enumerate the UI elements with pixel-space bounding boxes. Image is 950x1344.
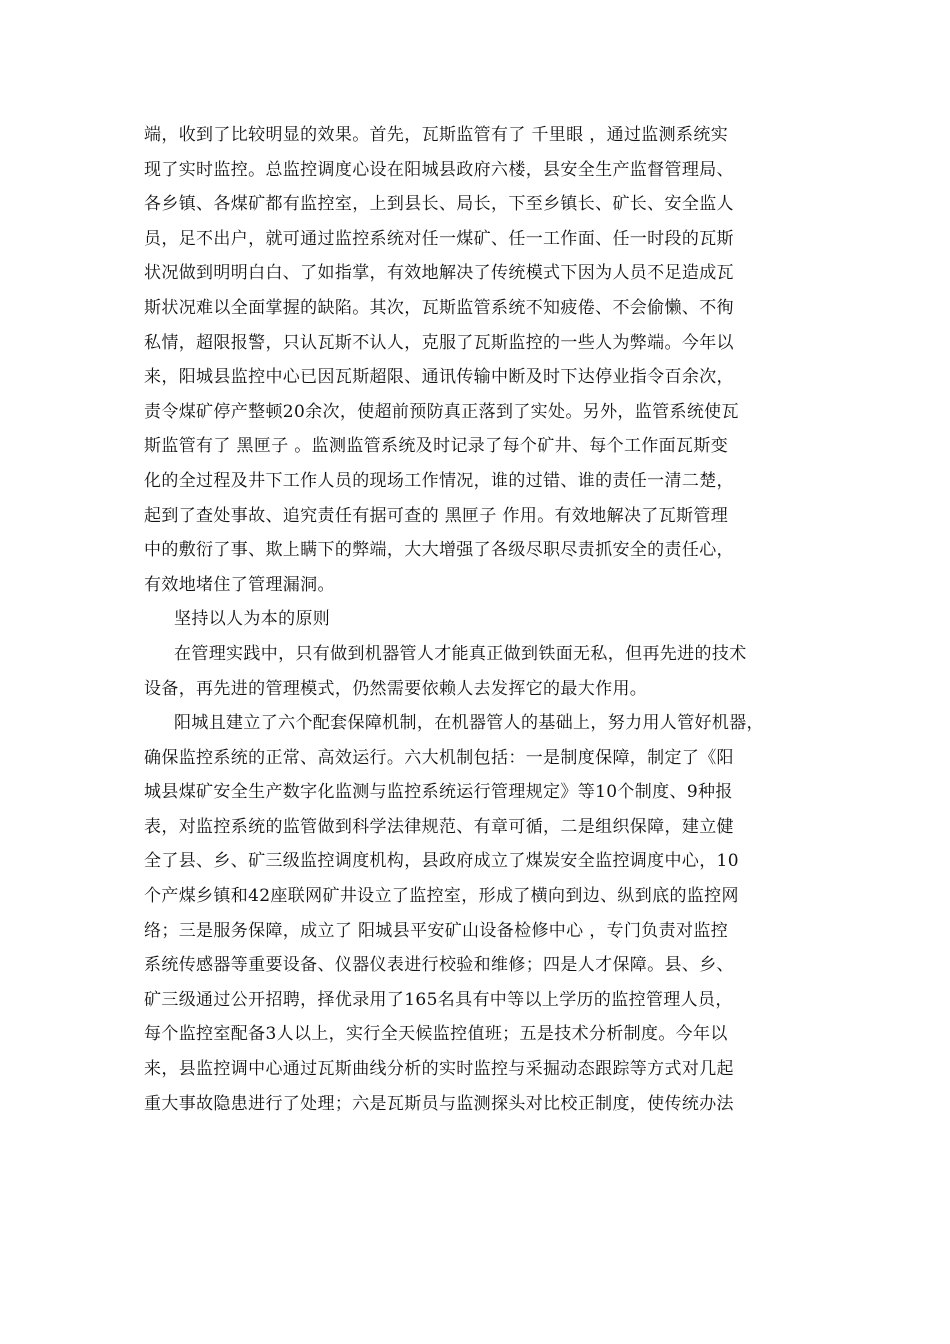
- body-line-14: 有效地堵住了管理漏洞。: [144, 574, 335, 595]
- section-heading: 坚持以人为本的原则: [174, 609, 331, 630]
- body-line-8: 来，阳城县监控中心已因瓦斯超限、通讯传输中断及时下达停业指令百余次，: [144, 367, 734, 388]
- body-line-16: 在管理实践中，只有做到机器管人才能真正做到铁面无私，但再先进的技术: [174, 643, 747, 664]
- body-line-23: 个产煤乡镇和42座联网矿井设立了监控室，形成了横向到边、纵到底的监控网: [144, 886, 739, 907]
- body-line-17: 设备，再先进的管理模式，仍然需要依赖人去发挥它的最大作用。: [144, 678, 648, 699]
- body-line-27: 每个监控室配备3人以上，实行全天候监控值班；五是技术分析制度。今年以: [144, 1024, 728, 1045]
- body-line-11: 化的全过程及井下工作人员的现场工作情况，谁的过错、谁的责任一清二楚，: [144, 470, 734, 491]
- document-body: [144, 118, 814, 1121]
- body-line-26: 矿三级通过公开招聘，择优录用了165名具有中等以上学历的监控管理人员，: [144, 989, 733, 1010]
- body-line-28: 来，县监控调中心通过瓦斯曲线分析的实时监控与采掘动态跟踪等方式对几起: [144, 1059, 734, 1080]
- body-line-22: 全了县、乡、矿三级监控调度机构，县政府成立了煤炭安全监控调度中心，10: [144, 851, 739, 872]
- body-line-7: 私情，超限报警，只认瓦斯不认人，克服了瓦斯监控的一些人为弊端。今年以: [144, 332, 734, 353]
- body-line-13: 中的敷衍了事、欺上瞒下的弊端，大大增强了各级尽职尽责抓安全的责任心，: [144, 540, 734, 561]
- body-line-3: 各乡镇、各煤矿都有监控室，上到县长、局长，下至乡镇长、矿长、安全监人: [144, 194, 734, 215]
- body-line-24: 络；三是服务保障，成立了 阳城县平安矿山设备检修中心 ，专门负责对监控: [144, 920, 729, 941]
- body-line-6: 斯状况难以全面掌握的缺陷。其次，瓦斯监管系统不知疲倦、不会偷懒、不徇: [144, 297, 734, 318]
- body-line-21: 表，对监控系统的监管做到科学法律规范、有章可循，二是组织保障，建立健: [144, 816, 734, 837]
- body-line-20: 城县煤矿安全生产数字化监测与监控系统运行管理规定》等10个制度、9种报: [144, 782, 733, 803]
- body-line-5: 状况做到明明白白、了如指掌，有效地解决了传统模式下因为人员不足造成瓦: [144, 263, 734, 284]
- body-line-25: 系统传感器等重要设备、仪器仪表进行校验和维修；四是人才保障。县、乡、: [144, 955, 734, 976]
- body-line-18: 阳城且建立了六个配套保障机制，在机器管人的基础上，努力用人管好机器，: [174, 713, 764, 734]
- body-line-29: 重大事故隐患进行了处理；六是瓦斯员与监测探头对比校正制度，使传统办法: [144, 1093, 734, 1114]
- body-line-4: 员，足不出户，就可通过监控系统对任一煤矿、任一工作面、任一时段的瓦斯: [144, 228, 734, 249]
- body-line-19: 确保监控系统的正常、高效运行。六大机制包括：一是制度保障，制定了《阳: [144, 747, 734, 768]
- body-line-9: 责令煤矿停产整顿20余次，使超前预防真正落到了实处。另外，监管系统使瓦: [144, 401, 739, 422]
- body-line-2: 现了实时监控。总监控调度心设在阳城县政府六楼，县安全生产监督管理局、: [144, 159, 734, 180]
- body-line-1: 端，收到了比较明显的效果。首先，瓦斯监管有了 千里眼 ，通过监测系统实: [144, 125, 729, 145]
- body-line-12: 起到了查处事故、追究责任有据可查的 黑匣子 作用。有效地解决了瓦斯管理: [144, 505, 729, 526]
- body-line-10: 斯监管有了 黑匣子 。监测监管系统及时记录了每个矿井、每个工作面瓦斯变: [144, 436, 729, 457]
